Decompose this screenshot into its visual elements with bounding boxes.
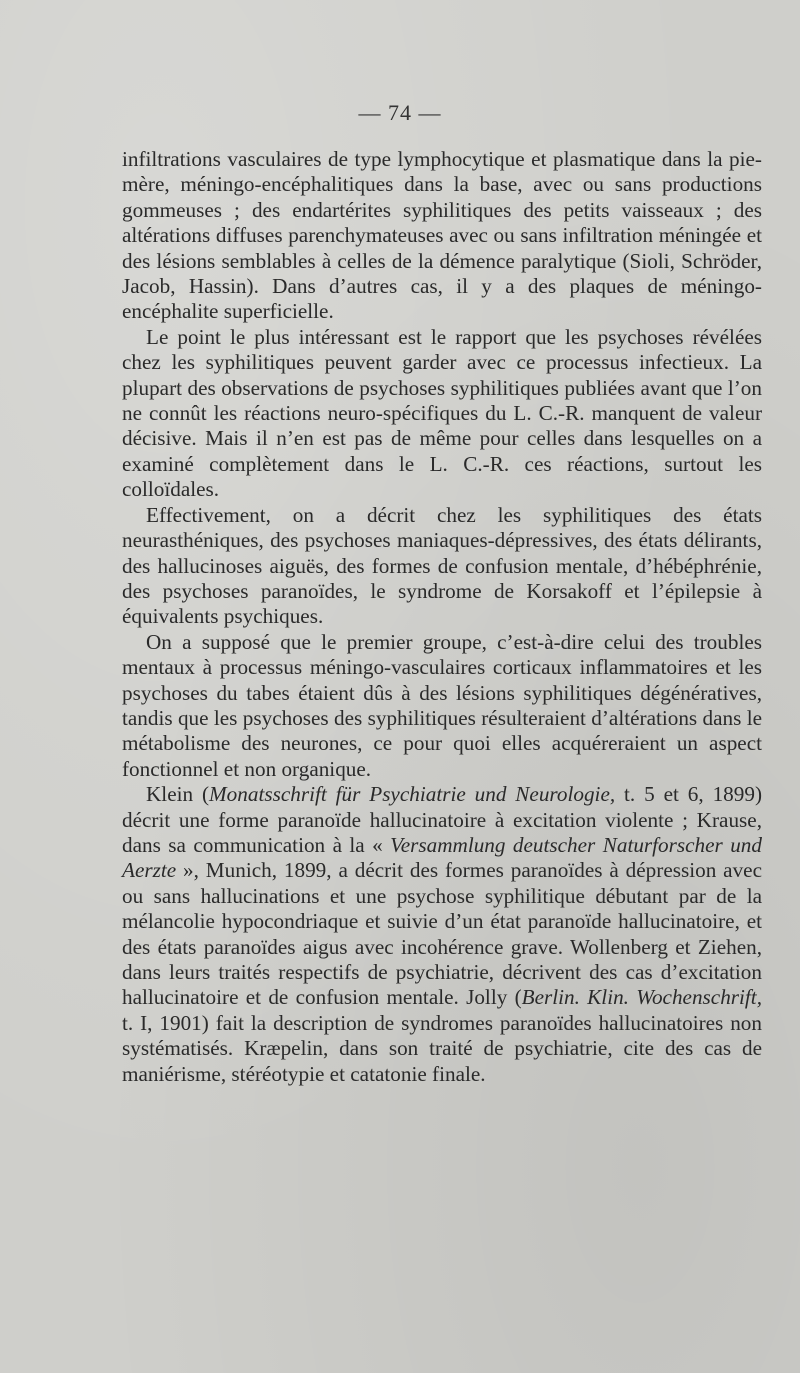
body-text [122,147,762,1087]
text-segment: Le point le plus intéressant est le rapport que les psychoses révélées chez les syphilitiques peuvent garder avec ce processus infectieux. La plupart des observations de psychoses syphilitiques publiées avant que l’on ne connût les réactions neuro-spécifiques du L. C.-R. manquent de valeur décisive. Mais il n’en est pas de même pour celles dans lesquelles on a examiné complètement dans le L. C.-R. ces réactions, surtout les colloïdales. [122,324,762,502]
society-title: Versammlung deutscher Naturforscher und Aerzte [122,832,762,883]
text-segment: t. I, 1901) fait la description de syndromes paranoïdes hallucinatoires non systématisés. Kræpelin, dans son traité de psychiatrie, cite des cas de maniérisme, stéréotypie et catatonie finale. [122,1010,762,1086]
text-segment: t. 5 et 6, 1899) décrit une forme paranoïde hallucinatoire à excitation violente ; Krause, dans sa communication à la « [122,782,762,857]
paragraph [122,503,762,630]
text-segment: Klein ( [146,782,210,807]
journal-title: Monatsschrift für Psychiatrie und Neurologie, [209,782,616,807]
text-segment: infiltrations vasculaires de type lymphocytique et plasmatique dans la pie-mère, méningo-encéphalitiques dans la base, avec ou sans productions gommeuses ; des endartérites syphilitiques des petits vaisseaux ; des altérations diffuses parenchymateuses avec ou sans infiltration méningée et des lésions semblables à celles de la démence paralytique (Sioli, Schröder, Jacob, Hassin). Dans d’autres cas, il y a des plaques de méningo-encéphalite superficielle. [122,147,762,324]
text-segment: Effectivement, on a décrit chez les syphilitiques des états neurasthéniques, des psychoses maniaques-dépressives, des états délirants, des hallucinoses aiguës, des formes de confusion mentale, d’hébéphrénie, des psychoses paranoïdes, le syndrome de Korsakoff et l’épilepsie à équivalents psychiques. [122,502,762,629]
page-number: — 74 — [358,100,442,125]
text-segment: », Munich, 1899, a décrit des formes paranoïdes à dépression avec ou sans hallucinations et une psychose syphilitique débutant par de la mélancolie hypocondriaque et suivie d’un état paranoïde hallucinatoire, et des états paranoïdes aigus avec incohérence grave. Wollenberg et Ziehen, dans leurs traités respectifs de psychiatrie, décrivent des cas d’excitation hallucinatoire et de confusion mentale. Jolly ( [122,858,762,1010]
paragraph [122,325,762,503]
paragraph [122,782,762,1087]
paragraph [122,630,762,782]
paragraph [122,147,762,325]
text-segment: On a supposé que le premier groupe, c’est-à-dire celui des troubles mentaux à processus méningo-vasculaires corticaux inflammatoires et les psychoses du tabes étaient dûs à des lésions syphilitiques dégénératives, tandis que les psychoses des syphilitiques résulteraient d’altérations dans le métabolisme des neurones, ce pour quoi elles acquéreraient un aspect fonctionnel et non organique. [122,629,762,781]
journal-title: Berlin. Klin. Wochenschrift, [521,985,762,1010]
